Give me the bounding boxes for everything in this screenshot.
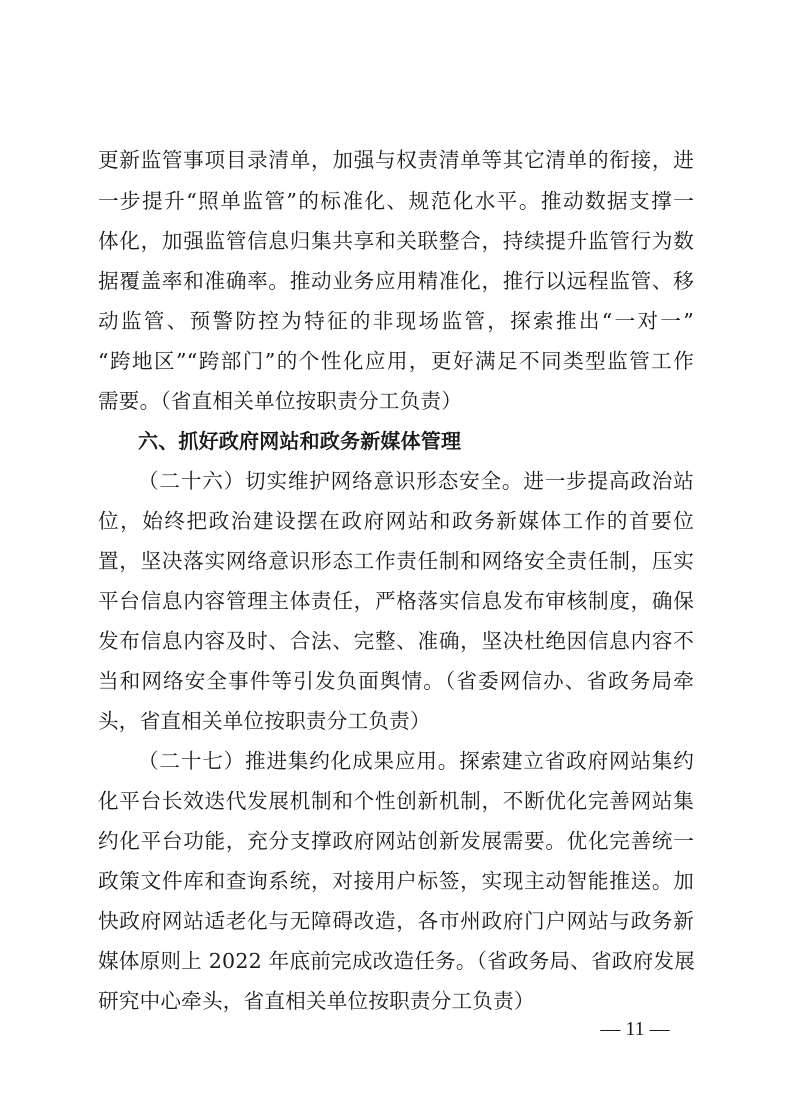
- body-text-line: 媒体原则上 2022 年底前完成改造任务。（省政务局、省政府发展: [98, 949, 696, 973]
- section-heading: 六、抓好政府网站和政务新媒体管理: [138, 429, 462, 453]
- page-number: — 11 —: [600, 1018, 670, 1040]
- paragraph-first-line: （二十七）推进集约化成果应用。探索建立省政府网站集约: [138, 749, 694, 773]
- body-text-line: 体化，加强监管信息归集共享和关联整合，持续提升监管行为数: [98, 229, 694, 253]
- body-text-line: 更新监管事项目录清单，加强与权责清单等其它清单的衔接，进: [98, 148, 694, 172]
- body-text-line: 当和网络安全事件等引发负面舆情。（省委网信办、省政务局牵: [98, 669, 694, 693]
- body-text-line: 置，坚决落实网络意识形态工作责任制和网络安全责任制，压实: [98, 549, 694, 573]
- body-text-line: 位，始终把政治建设摆在政府网站和政务新媒体工作的首要位: [98, 509, 694, 533]
- paragraph-first-line: （二十六）切实维护网络意识形态安全。进一步提高政治站: [138, 469, 694, 493]
- body-text-line: 化平台长效迭代发展机制和个性创新机制，不断优化完善网站集: [98, 789, 694, 813]
- body-text-line: 动监管、预警防控为特征的非现场监管，探索推出“一对一”: [98, 309, 694, 333]
- body-text-line: 平台信息内容管理主体责任，严格落实信息发布审核制度，确保: [98, 589, 694, 613]
- body-text-line: 据覆盖率和准确率。推动业务应用精准化，推行以远程监管、移: [98, 269, 694, 293]
- body-text-line: 约化平台功能，充分支撑政府网站创新发展需要。优化完善统一: [98, 829, 694, 853]
- body-text-line: 研究中心牵头，省直相关单位按职责分工负责）: [98, 989, 535, 1013]
- body-text-line: 一步提升“照单监管”的标准化、规范化水平。推动数据支撑一: [98, 189, 694, 213]
- body-text-line: 快政府网站适老化与无障碍改造，各市州政府门户网站与政务新: [98, 909, 694, 933]
- body-text-line: 需要。（省直相关单位按职责分工负责）: [98, 389, 462, 413]
- body-text-line: 政策文件库和查询系统，对接用户标签，实现主动智能推送。加: [98, 869, 694, 893]
- body-text-line: “跨地区”“跨部门”的个性化应用，更好满足不同类型监管工作: [98, 349, 694, 373]
- body-text-line: 头，省直相关单位按职责分工负责）: [98, 709, 431, 733]
- body-text-line: 发布信息内容及时、合法、完整、准确，坚决杜绝因信息内容不: [98, 629, 694, 653]
